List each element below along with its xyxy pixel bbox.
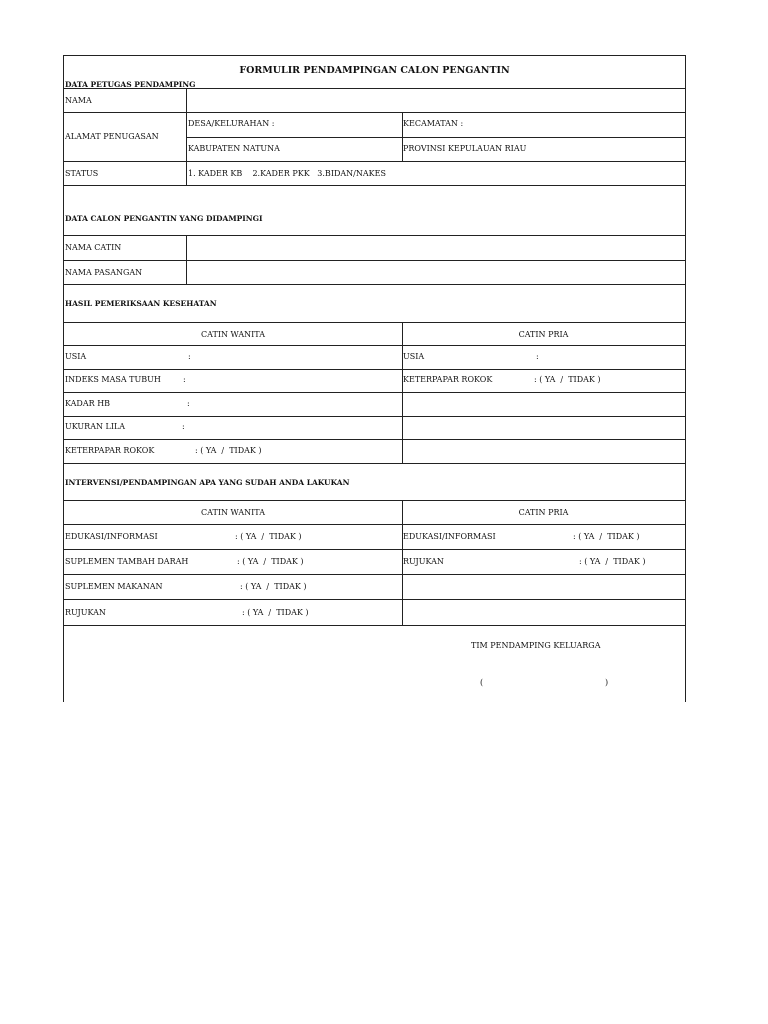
section-header-kesehatan: HASIL PEMERIKSAAN KESEHATAN: [65, 299, 217, 308]
signature-open-paren: (: [480, 678, 484, 687]
row-lila: [64, 417, 685, 440]
row-imt: [64, 370, 685, 393]
row-usia: [64, 346, 685, 370]
label-w-lila: UKURAN LILA: [65, 422, 126, 431]
row-suplemen-makanan: [64, 575, 685, 600]
w-edukasi-choice: : ( YA / TIDAK ): [235, 532, 302, 541]
label-provinsi: PROVINSI KEPULAUAN RIAU: [403, 144, 527, 153]
section-2-header-row: [64, 186, 685, 236]
p-rujukan-choice: : ( YA / TIDAK ): [579, 557, 646, 566]
label-w-suplemen-darah: SUPLEMEN TAMBAH DARAH: [65, 557, 189, 566]
row-status: [64, 162, 685, 186]
row-kesehatan-col-headers: [64, 323, 685, 346]
row-edukasi: [64, 525, 685, 550]
label-nama-catin: NAMA CATIN: [65, 243, 122, 252]
label-desa: DESA/KELURAHAN :: [188, 119, 275, 128]
alamat-col-divider: [402, 113, 403, 162]
kesehatan-col-divider: [402, 323, 403, 464]
w-rokok-choice: : ( YA / TIDAK ): [195, 446, 262, 455]
row-suplemen-darah: [64, 550, 685, 575]
colon-w-lila: :: [182, 422, 185, 431]
row-intervensi-col-headers: [64, 501, 685, 525]
col-header-pria-2: CATIN PRIA: [518, 508, 569, 517]
section-3-header-row: [64, 285, 685, 323]
page-title: FORMULIR PENDAMPINGAN CALON PENGANTIN: [239, 65, 510, 76]
colon-p-usia: :: [536, 352, 539, 361]
intervensi-col-divider: [402, 501, 403, 626]
label-p-usia: USIA: [403, 352, 425, 361]
section-4-header-row: [64, 464, 685, 501]
label-w-usia: USIA: [65, 352, 87, 361]
label-w-rokok: KETERPAPAR ROKOK: [65, 446, 155, 455]
label-p-rujukan: RUJUKAN: [403, 557, 444, 566]
row-rokok: [64, 440, 685, 464]
w-suplemen-makanan-choice: : ( YA / TIDAK ): [240, 582, 307, 591]
row-hb: [64, 393, 685, 417]
section-header-intervensi: INTERVENSI/PENDAMPINGAN APA YANG SUDAH ANDA LAKUKAN: [65, 478, 350, 487]
label-col-divider-2: [186, 236, 187, 285]
w-rujukan-choice: : ( YA / TIDAK ): [242, 608, 309, 617]
col-header-wanita-2: CATIN WANITA: [201, 508, 265, 517]
colon-w-imt: :: [183, 375, 186, 384]
label-alamat: ALAMAT PENUGASAN: [65, 132, 159, 141]
signature-close-paren: ): [605, 678, 609, 687]
status-options: 1. KADER KB 2.KADER PKK 3.BIDAN/NAKES: [188, 169, 386, 178]
label-nama: NAMA: [65, 96, 92, 105]
colon-w-usia: :: [188, 352, 191, 361]
label-col-divider-1: [186, 89, 187, 186]
label-kabupaten: KABUPATEN NATUNA: [188, 144, 280, 153]
label-p-edukasi: EDUKASI/INFORMASI: [403, 532, 496, 541]
label-w-suplemen-makanan: SUPLEMEN MAKANAN: [65, 582, 163, 591]
form-sheet: [63, 55, 686, 702]
col-header-pria: CATIN PRIA: [518, 330, 569, 339]
label-p-rokok: KETERPAPAR ROKOK: [403, 375, 493, 384]
section-header-catin: DATA CALON PENGANTIN YANG DIDAMPINGI: [65, 214, 263, 223]
colon-w-hb: :: [187, 399, 190, 408]
label-w-imt: INDEKS MASA TUBUH: [65, 375, 161, 384]
p-rokok-choice: : ( YA / TIDAK ): [534, 375, 601, 384]
row-nama-pasangan: [64, 261, 685, 285]
label-w-hb: KADAR HB: [65, 399, 111, 408]
label-w-edukasi: EDUKASI/INFORMASI: [65, 532, 158, 541]
w-suplemen-darah-choice: : ( YA / TIDAK ): [237, 557, 304, 566]
label-w-rujukan: RUJUKAN: [65, 608, 106, 617]
p-edukasi-choice: : ( YA / TIDAK ): [573, 532, 640, 541]
title-row: [64, 56, 685, 89]
row-rujukan: [64, 600, 685, 626]
label-nama-pasangan: NAMA PASANGAN: [65, 268, 143, 277]
alamat-divider: [186, 137, 685, 138]
col-header-wanita: CATIN WANITA: [201, 330, 265, 339]
row-nama: [64, 89, 685, 113]
row-nama-catin: [64, 236, 685, 261]
label-kecamatan: KECAMATAN :: [403, 119, 464, 128]
label-status: STATUS: [65, 169, 99, 178]
signature-team-label: TIM PENDAMPING KELUARGA: [471, 641, 601, 650]
section-header-petugas: DATA PETUGAS PENDAMPING: [65, 80, 196, 89]
